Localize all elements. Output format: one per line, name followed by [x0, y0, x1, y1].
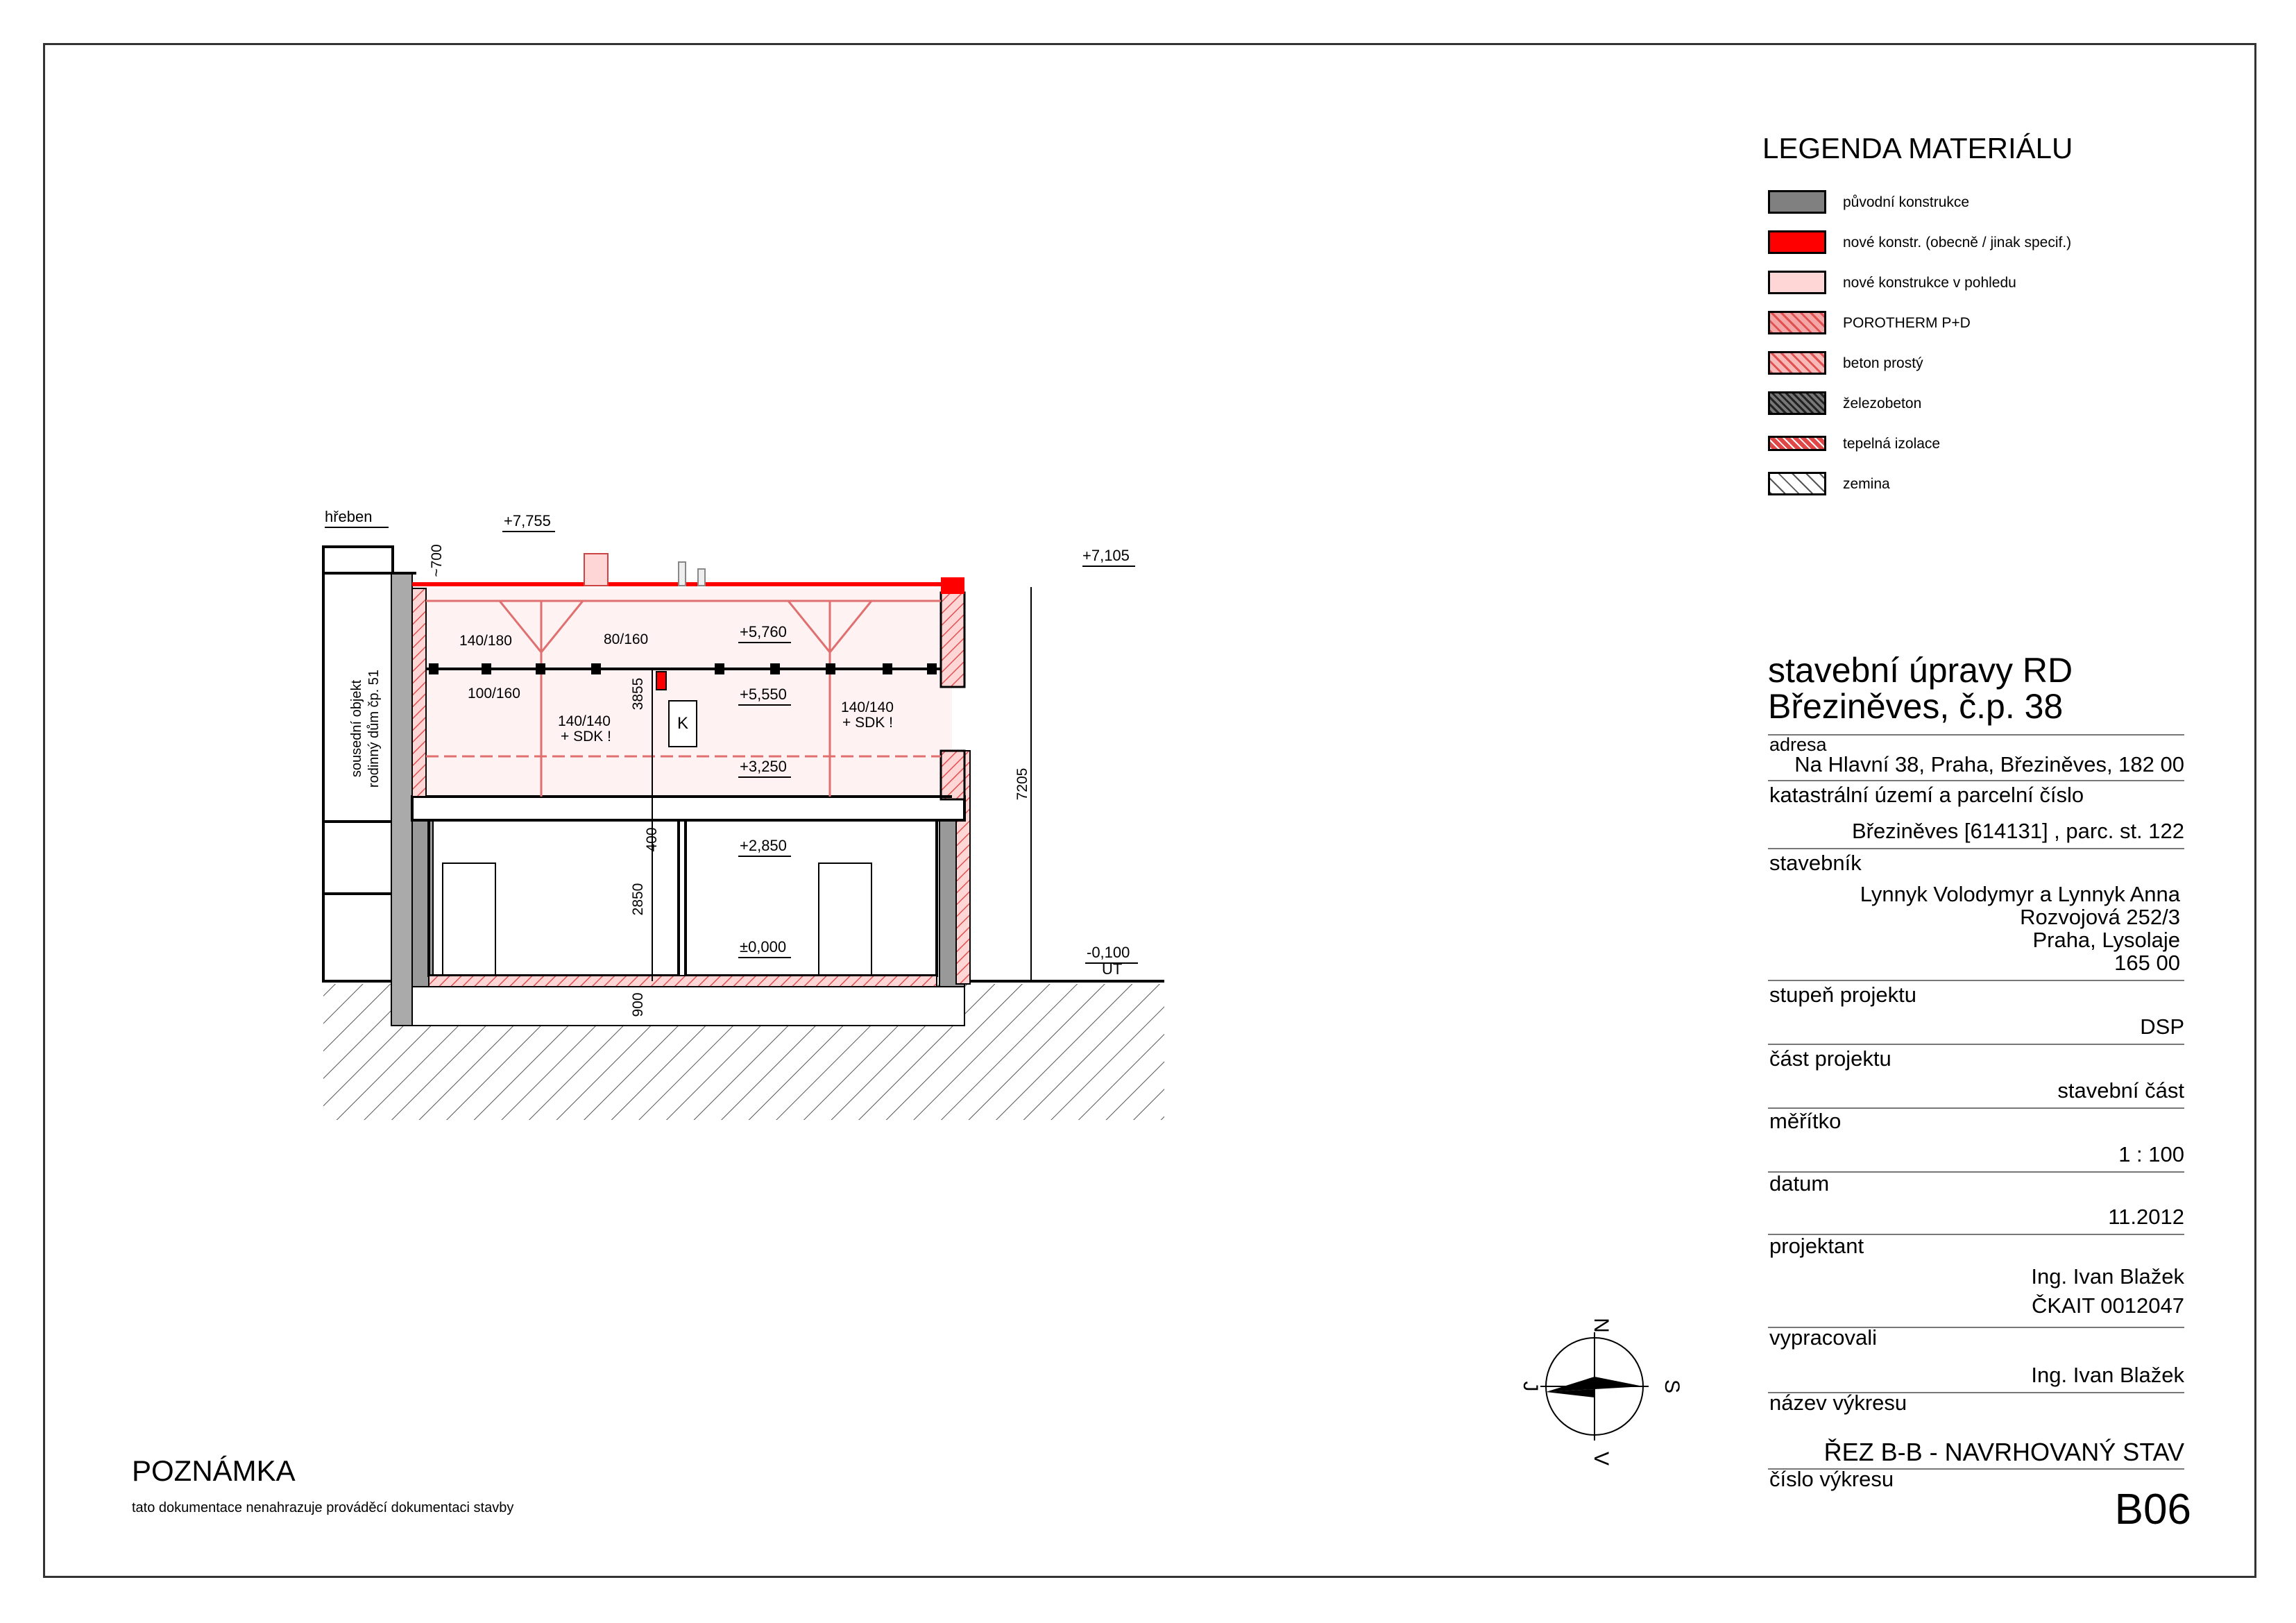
- date-label: datum: [1769, 1171, 1830, 1196]
- compass-label-v: V: [1590, 1451, 1613, 1466]
- project-title-line1: stavební úpravy RD: [1768, 651, 2073, 690]
- level-3250: +3,250: [740, 758, 787, 775]
- label-ut: UT: [1102, 960, 1123, 978]
- note-text: tato dokumentace nenahrazuje prováděcí dokumentaci stavby: [132, 1500, 514, 1515]
- drawing-name-label: název výkresu: [1769, 1391, 1907, 1415]
- neighbor-party-wall: [391, 573, 412, 1026]
- drawing-number-label: číslo výkresu: [1769, 1467, 1894, 1491]
- prepared-value: Ing. Ivan Blažek: [2031, 1363, 2184, 1387]
- legend-label: zemina: [1843, 476, 1890, 492]
- roof-edge: [941, 577, 964, 594]
- level-m0100: -0,100: [1087, 944, 1130, 961]
- door-left: [443, 863, 495, 976]
- level-7105: +7,105: [1082, 547, 1130, 564]
- chimney-top: [584, 554, 608, 586]
- legend-label: beton prostý: [1843, 355, 1923, 371]
- dim-700: ~700: [429, 544, 445, 577]
- chimney-flue: [656, 672, 666, 690]
- beam-140-180: 140/180: [459, 633, 512, 649]
- dim-3855: 3855: [630, 677, 646, 711]
- designer-label: projektant: [1769, 1234, 1864, 1258]
- compass-label-s: S: [1660, 1379, 1683, 1394]
- level-2850: +2,850: [740, 837, 787, 854]
- builder-line: Praha, Lysolaje: [2032, 928, 2180, 952]
- neighbor-label-line1: sousední objekt: [349, 679, 364, 778]
- attic-wall-right-upper: [941, 593, 964, 687]
- neighbor-label-line2: rodinný dům čp. 51: [366, 669, 382, 788]
- floor-insulation: [429, 976, 937, 987]
- builder-label: stavebník: [1769, 851, 1862, 875]
- address-value: Na Hlavní 38, Praha, Březiněves, 182 00: [1794, 752, 2184, 776]
- stage-label: stupeň projektu: [1769, 983, 1916, 1007]
- designer-id: ČKAIT 0012047: [2031, 1293, 2184, 1318]
- legend-label: původní konstrukce: [1843, 194, 1970, 210]
- dim-2850: 2850: [630, 883, 646, 916]
- prepared-label: vypracovali: [1769, 1325, 1878, 1350]
- legend-label: POROTHERM P+D: [1843, 315, 1971, 331]
- legend-label: nové konstr. (obecně / jinak specif.): [1843, 235, 2072, 250]
- scale-label: měřítko: [1769, 1109, 1842, 1133]
- stage-value: DSP: [2140, 1014, 2184, 1039]
- legend-label: železobeton: [1843, 396, 1922, 411]
- slab-first-floor: [412, 797, 964, 820]
- beam-80-160: 80/160: [604, 631, 649, 647]
- compass-label-j: J: [1519, 1381, 1542, 1392]
- foundation-slab: [412, 987, 964, 1026]
- level-7755: +7,755: [504, 512, 551, 529]
- sdk-right: + SDK !: [842, 715, 893, 731]
- legend-label: tepelná izolace: [1843, 436, 1941, 452]
- level-5550: +5,550: [740, 686, 787, 703]
- cadastral-label: katastrální území a parcelní číslo: [1769, 783, 2084, 807]
- designer-name: Ing. Ivan Blažek: [2031, 1264, 2184, 1289]
- dim-900: 900: [630, 992, 646, 1017]
- label-hreben: hřeben: [325, 508, 373, 525]
- attic-wall-left: [412, 588, 426, 797]
- beam-140-140-left: 140/140: [558, 713, 611, 729]
- part-value: stavební část: [2057, 1078, 2184, 1103]
- builder-line: Lynnyk Volodymyr a Lynnyk Anna: [1860, 882, 2180, 906]
- beam-100-160: 100/160: [468, 686, 520, 702]
- dim-7205: 7205: [1014, 767, 1030, 801]
- compass-label-n: N: [1590, 1318, 1613, 1333]
- project-title-line2: Březiněves, č.p. 38: [1768, 687, 2064, 726]
- sdk-left: + SDK !: [561, 729, 611, 745]
- address-label: adresa: [1769, 734, 1827, 755]
- builder-line: 165 00: [2114, 951, 2180, 975]
- beam-140-140-right: 140/140: [841, 699, 894, 715]
- attic-wall-right-lower: [941, 751, 964, 799]
- builder-line: Rozvojová 252/3: [2020, 905, 2180, 929]
- part-label: část projektu: [1769, 1046, 1891, 1071]
- legend-title: LEGENDA MATERIÁLU: [1762, 132, 2073, 164]
- door-right: [819, 863, 871, 976]
- scale-value: 1 : 100: [2118, 1142, 2184, 1166]
- note-title: POZNÁMKA: [132, 1454, 296, 1487]
- date-value: 11.2012: [2108, 1205, 2184, 1229]
- vent-pipes: [679, 562, 705, 586]
- cadastral-value: Březiněves [614131] , parc. st. 122: [1851, 819, 2184, 843]
- dim-400: 400: [644, 827, 660, 852]
- legend-label: nové konstrukce v pohledu: [1843, 275, 2016, 291]
- drawing-number-value: B06: [2114, 1486, 2191, 1533]
- neighbor-wall: [323, 822, 393, 981]
- room-right: [686, 819, 937, 976]
- level-0000: ±0,000: [740, 938, 787, 955]
- level-5760: +5,760: [740, 623, 787, 640]
- drawing-name-value: ŘEZ B-B - NAVRHOVANÝ STAV: [1823, 1438, 2184, 1466]
- chimney-label: K: [677, 714, 689, 733]
